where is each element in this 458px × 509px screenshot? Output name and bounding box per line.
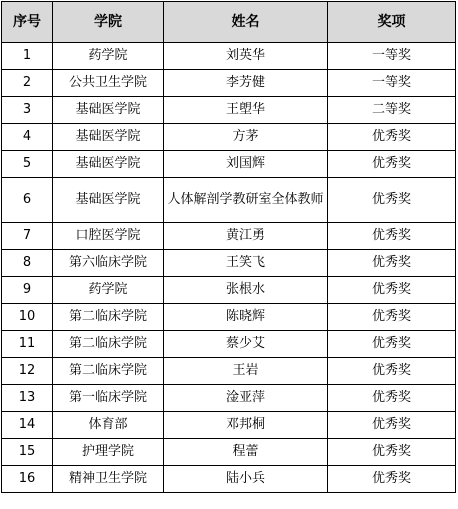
cell-school: 基础医学院 [53, 151, 164, 178]
cell-award: 一等奖 [328, 43, 456, 70]
table-row [2, 439, 456, 466]
cell-name: 邓邦桐 [164, 412, 328, 439]
cell-school: 第六临床学院 [53, 250, 164, 277]
cell-index: 13 [2, 385, 53, 412]
table-row [2, 223, 456, 250]
cell-school: 护理学院 [53, 439, 164, 466]
cell-award: 优秀奖 [328, 151, 456, 178]
cell-award: 优秀奖 [328, 277, 456, 304]
cell-name: 蔡少艾 [164, 331, 328, 358]
cell-index: 8 [2, 250, 53, 277]
cell-school: 基础医学院 [53, 124, 164, 151]
cell-award: 优秀奖 [328, 466, 456, 493]
cell-award: 优秀奖 [328, 385, 456, 412]
cell-school: 第二临床学院 [53, 358, 164, 385]
cell-school: 口腔医学院 [53, 223, 164, 250]
header-index: 序号 [2, 2, 53, 43]
table-row [2, 466, 456, 493]
table-row [2, 250, 456, 277]
table-row [2, 277, 456, 304]
cell-index: 5 [2, 151, 53, 178]
cell-name: 程蕾 [164, 439, 328, 466]
table-row [2, 412, 456, 439]
cell-school: 公共卫生学院 [53, 70, 164, 97]
header-award: 奖项 [328, 2, 456, 43]
cell-name: 王岩 [164, 358, 328, 385]
cell-award: 一等奖 [328, 70, 456, 97]
cell-name: 王笑飞 [164, 250, 328, 277]
header-school: 学院 [53, 2, 164, 43]
table-row [2, 304, 456, 331]
cell-name: 黄江勇 [164, 223, 328, 250]
cell-index: 12 [2, 358, 53, 385]
cell-name: 方茅 [164, 124, 328, 151]
cell-name: 陈晓辉 [164, 304, 328, 331]
cell-award: 优秀奖 [328, 412, 456, 439]
cell-school: 体育部 [53, 412, 164, 439]
cell-award: 优秀奖 [328, 358, 456, 385]
cell-school: 基础医学院 [53, 97, 164, 124]
cell-index: 15 [2, 439, 53, 466]
cell-award: 优秀奖 [328, 124, 456, 151]
cell-name: 刘国辉 [164, 151, 328, 178]
cell-index: 16 [2, 466, 53, 493]
cell-award: 二等奖 [328, 97, 456, 124]
cell-name: 王塱华 [164, 97, 328, 124]
award-table [1, 1, 456, 493]
table-row [2, 43, 456, 70]
cell-school: 第一临床学院 [53, 385, 164, 412]
cell-index: 4 [2, 124, 53, 151]
cell-index: 14 [2, 412, 53, 439]
cell-name: 陆小兵 [164, 466, 328, 493]
table-row [2, 97, 456, 124]
cell-index: 10 [2, 304, 53, 331]
cell-award: 优秀奖 [328, 223, 456, 250]
cell-award: 优秀奖 [328, 178, 456, 223]
cell-award: 优秀奖 [328, 331, 456, 358]
table-row [2, 385, 456, 412]
cell-name: 淦亚萍 [164, 385, 328, 412]
cell-award: 优秀奖 [328, 304, 456, 331]
table-row [2, 358, 456, 385]
cell-name: 人体解剖学教研室全体教师 [164, 178, 328, 223]
table-row [2, 178, 456, 223]
cell-school: 药学院 [53, 43, 164, 70]
cell-name: 李芳健 [164, 70, 328, 97]
cell-index: 11 [2, 331, 53, 358]
cell-school: 第二临床学院 [53, 331, 164, 358]
cell-award: 优秀奖 [328, 439, 456, 466]
header-name: 姓名 [164, 2, 328, 43]
table-row [2, 151, 456, 178]
cell-index: 6 [2, 178, 53, 223]
cell-index: 7 [2, 223, 53, 250]
table-row [2, 70, 456, 97]
cell-name: 刘英华 [164, 43, 328, 70]
cell-school: 药学院 [53, 277, 164, 304]
cell-index: 3 [2, 97, 53, 124]
cell-school: 精神卫生学院 [53, 466, 164, 493]
cell-school: 基础医学院 [53, 178, 164, 223]
cell-index: 1 [2, 43, 53, 70]
cell-name: 张根水 [164, 277, 328, 304]
cell-school: 第二临床学院 [53, 304, 164, 331]
table-header-row [2, 2, 456, 43]
cell-index: 2 [2, 70, 53, 97]
cell-index: 9 [2, 277, 53, 304]
table-row [2, 124, 456, 151]
cell-award: 优秀奖 [328, 250, 456, 277]
table-row [2, 331, 456, 358]
